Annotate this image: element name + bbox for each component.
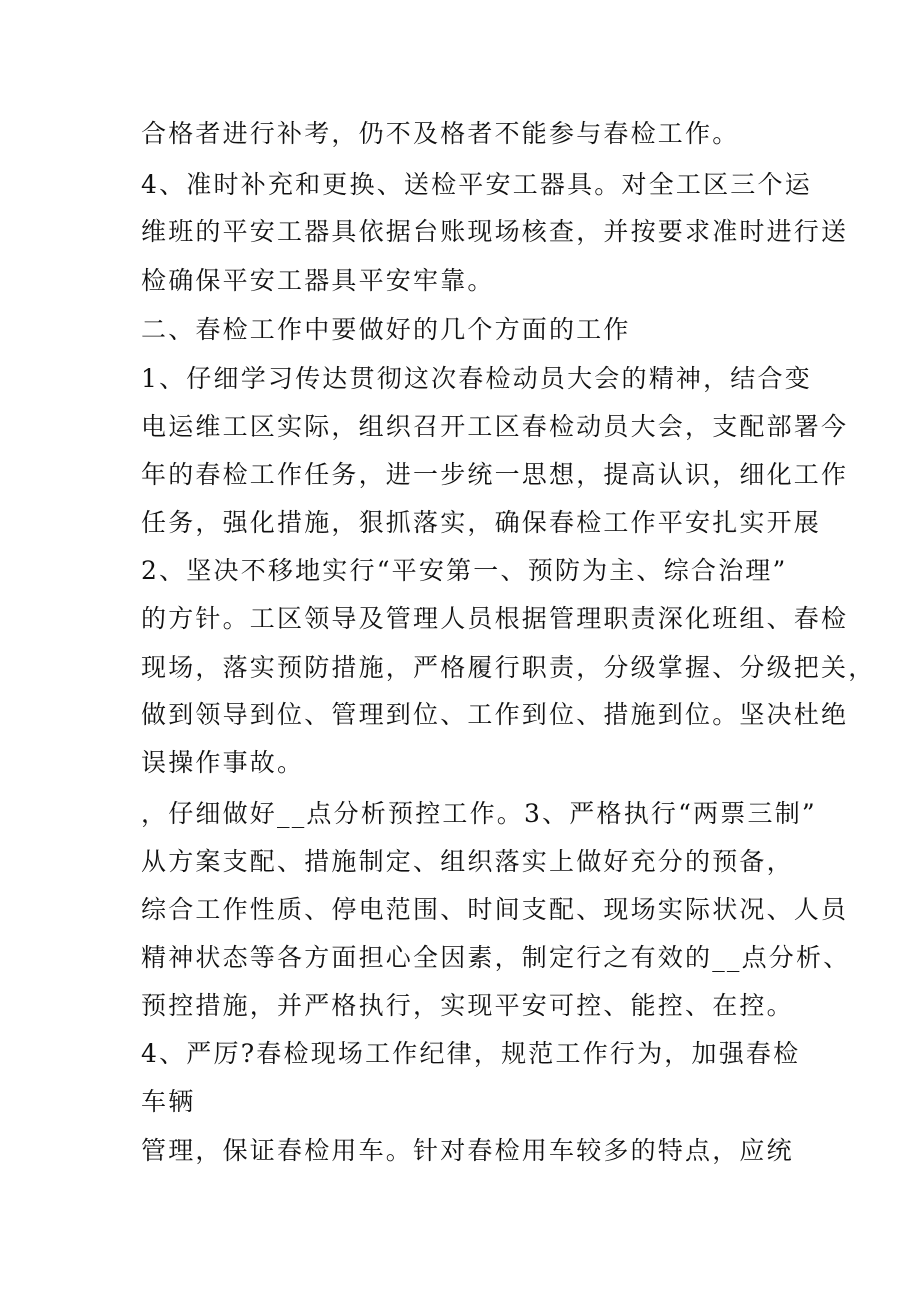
text-line: 现场，落实预防措施，严格履行职责，分级掌握、分级把关， (141, 653, 876, 682)
text-line: 维班的平安工器具依据台账现场核查，并按要求准时进行送 (141, 217, 849, 246)
text-line: 电运维工区实际，组织召开工区春检动员大会，支配部署今 (141, 412, 849, 441)
text-line: 从方案支配、措施制定、组织落实上做好充分的预备， (141, 847, 794, 876)
text-line: 2、坚决不移地实行“平安第一、预防为主、综合治理” (141, 556, 788, 585)
text-line: 4、严厉?春检现场工作纪律，规范工作行为，加强春检 (141, 1039, 801, 1068)
text-line: 误操作事故。 (141, 748, 305, 777)
text-line: 4、准时补充和更换、送检平安工器具。对全工区三个运 (141, 170, 812, 199)
text-line: 年的春检工作任务，进一步统一思想，提高认识，细化工作 (141, 460, 849, 489)
text-line: 综合工作性质、停电范围、时间支配、现场实际状况、人员 (141, 895, 849, 924)
text-line: 预控措施，并严格执行，实现平安可控、能控、在控。 (141, 991, 794, 1020)
section-heading: 二、春检工作中要做好的几个方面的工作 (141, 315, 631, 344)
text-line: ，仔细做好__点分析预控工作。3、严格执行“两票三制” (141, 799, 817, 828)
text-line: 任务，强化措施，狠抓落实，确保春检工作平安扎实开展 (141, 508, 822, 537)
text-line: 1、仔细学习传达贯彻这次春检动员大会的精神，结合变 (141, 364, 812, 393)
text-line: 做到领导到位、管理到位、工作到位、措施到位。坚决杜绝 (141, 700, 849, 729)
text-line: 的方针。工区领导及管理人员根据管理职责深化班组、春检 (141, 604, 849, 633)
text-line: 精神状态等各方面担心全因素，制定行之有效的__点分析、 (141, 943, 851, 972)
text-line: 合格者进行补考，仍不及格者不能参与春检工作。 (141, 119, 740, 148)
text-line: 检确保平安工器具平安牢靠。 (141, 266, 495, 295)
text-line: 管理，保证春检用车。针对春检用车较多的特点，应统 (141, 1136, 794, 1165)
text-line: 车辆 (141, 1087, 196, 1116)
